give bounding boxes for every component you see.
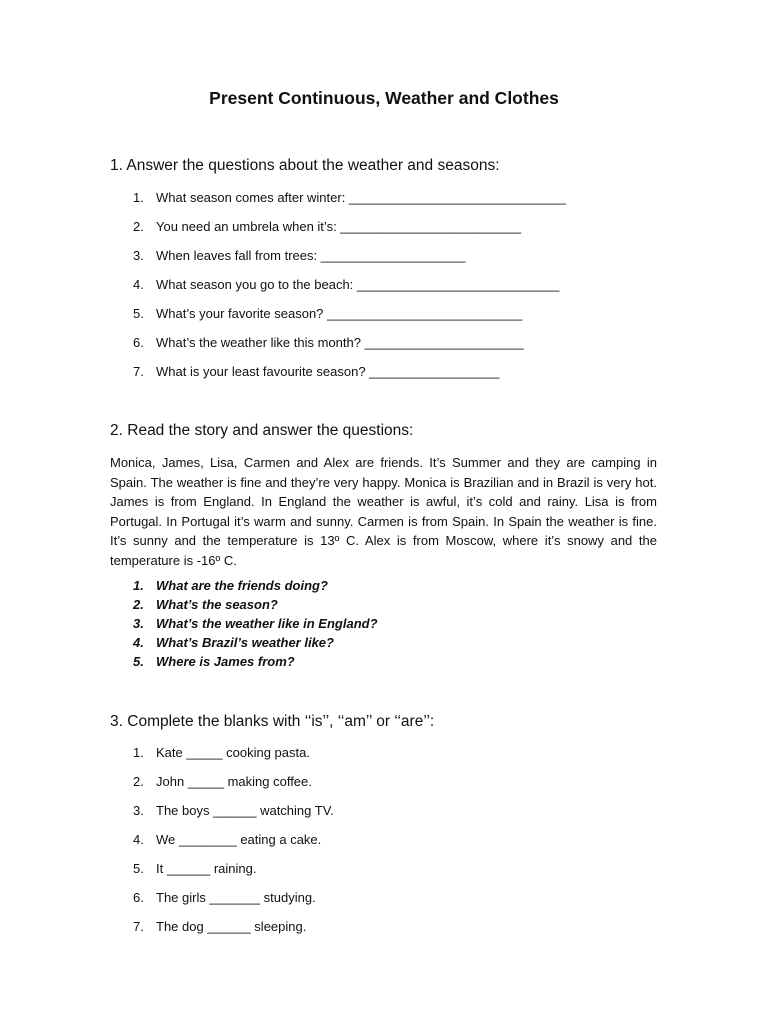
item-number: 6. [133, 335, 144, 350]
section-3-number: 3. [110, 713, 123, 730]
section-1-question-list [133, 190, 566, 393]
list-item [133, 654, 378, 673]
list-item [133, 635, 378, 654]
section-3-question-list [133, 745, 334, 948]
item-number: 4. [133, 832, 144, 847]
item-number: 1. [133, 578, 144, 593]
item-number: 4. [133, 635, 144, 650]
item-text: What season comes after winter: ______________________________ [156, 190, 566, 205]
item-text: What’s the weather like this month? ______________________ [156, 335, 524, 350]
item-number: 1. [133, 745, 144, 760]
section-1-number: 1. [110, 157, 123, 174]
item-text: Kate _____ cooking pasta. [156, 745, 310, 760]
section-2-number: 2. [110, 422, 123, 439]
item-text: Where is James from? [156, 654, 295, 669]
item-text: What’s Brazil’s weather like? [156, 635, 334, 650]
list-item [133, 364, 566, 393]
item-text: John _____ making coffee. [156, 774, 312, 789]
item-text: You need an umbrela when it’s: _________________________ [156, 219, 522, 234]
item-text: What’s the season? [156, 597, 278, 612]
list-item [133, 861, 334, 890]
item-number: 2. [133, 219, 144, 234]
item-number: 5. [133, 306, 144, 321]
list-item [133, 306, 566, 335]
list-item [133, 890, 334, 919]
item-number: 1. [133, 190, 144, 205]
section-3-heading-text: Complete the blanks with ‘‘is’’, ‘‘am’’ or ‘‘are’’: [127, 713, 435, 730]
item-number: 3. [133, 248, 144, 263]
section-2-heading-text: Read the story and answer the questions: [127, 422, 414, 439]
item-text: What’s your favorite season? ___________________________ [156, 306, 523, 321]
list-item [133, 616, 378, 635]
item-number: 3. [133, 616, 144, 631]
story-paragraph: Monica, James, Lisa, Carmen and Alex are friends. It’s Summer and they are camping in Spain. The weather is fine and they’re very happy. Monica is Brazilian and in Brazil is very hot. James is from England. In England the weather is awful, it’s cold and rainy. Lisa is from Portugal. In Portugal it’s warm and sunny. Carmen is from Spain. In Spain the weather is fine. It’s sunny and the temperature is 13º C. Alex is from Moscow, where it’s snowy and the temperature is -16º C. [110, 455, 657, 568]
item-number: 5. [133, 861, 144, 876]
list-item [133, 832, 334, 861]
item-text: The boys ______ watching TV. [156, 803, 334, 818]
item-text: It ______ raining. [156, 861, 257, 876]
item-text: The dog ______ sleeping. [156, 919, 307, 934]
list-item [133, 803, 334, 832]
page-title: Present Continuous, Weather and Clothes [209, 88, 559, 108]
list-item [133, 190, 566, 219]
item-number: 2. [133, 597, 144, 612]
item-number: 3. [133, 803, 144, 818]
section-2-heading [110, 422, 413, 440]
item-number: 7. [133, 919, 144, 934]
list-item [133, 597, 378, 616]
item-text: What’s the weather like in England? [156, 616, 378, 631]
list-item [133, 277, 566, 306]
item-number: 2. [133, 774, 144, 789]
list-item [133, 578, 378, 597]
list-item [133, 335, 566, 364]
item-text: What are the friends doing? [156, 578, 328, 593]
item-number: 4. [133, 277, 144, 292]
item-number: 5. [133, 654, 144, 669]
section-2-question-list [133, 578, 378, 673]
section-1-heading [110, 157, 500, 175]
list-item [133, 248, 566, 277]
list-item [133, 774, 334, 803]
section-1-heading-text: Answer the questions about the weather and seasons: [126, 157, 500, 174]
item-number: 6. [133, 890, 144, 905]
item-text: What season you go to the beach: ____________________________ [156, 277, 560, 292]
item-text: When leaves fall from trees: ____________________ [156, 248, 466, 263]
item-text: We ________ eating a cake. [156, 832, 322, 847]
list-item [133, 219, 566, 248]
item-text: What is your least favourite season? __________________ [156, 364, 500, 379]
list-item [133, 919, 334, 948]
item-number: 7. [133, 364, 144, 379]
section-3-heading [110, 713, 434, 731]
item-text: The girls _______ studying. [156, 890, 316, 905]
list-item [133, 745, 334, 774]
